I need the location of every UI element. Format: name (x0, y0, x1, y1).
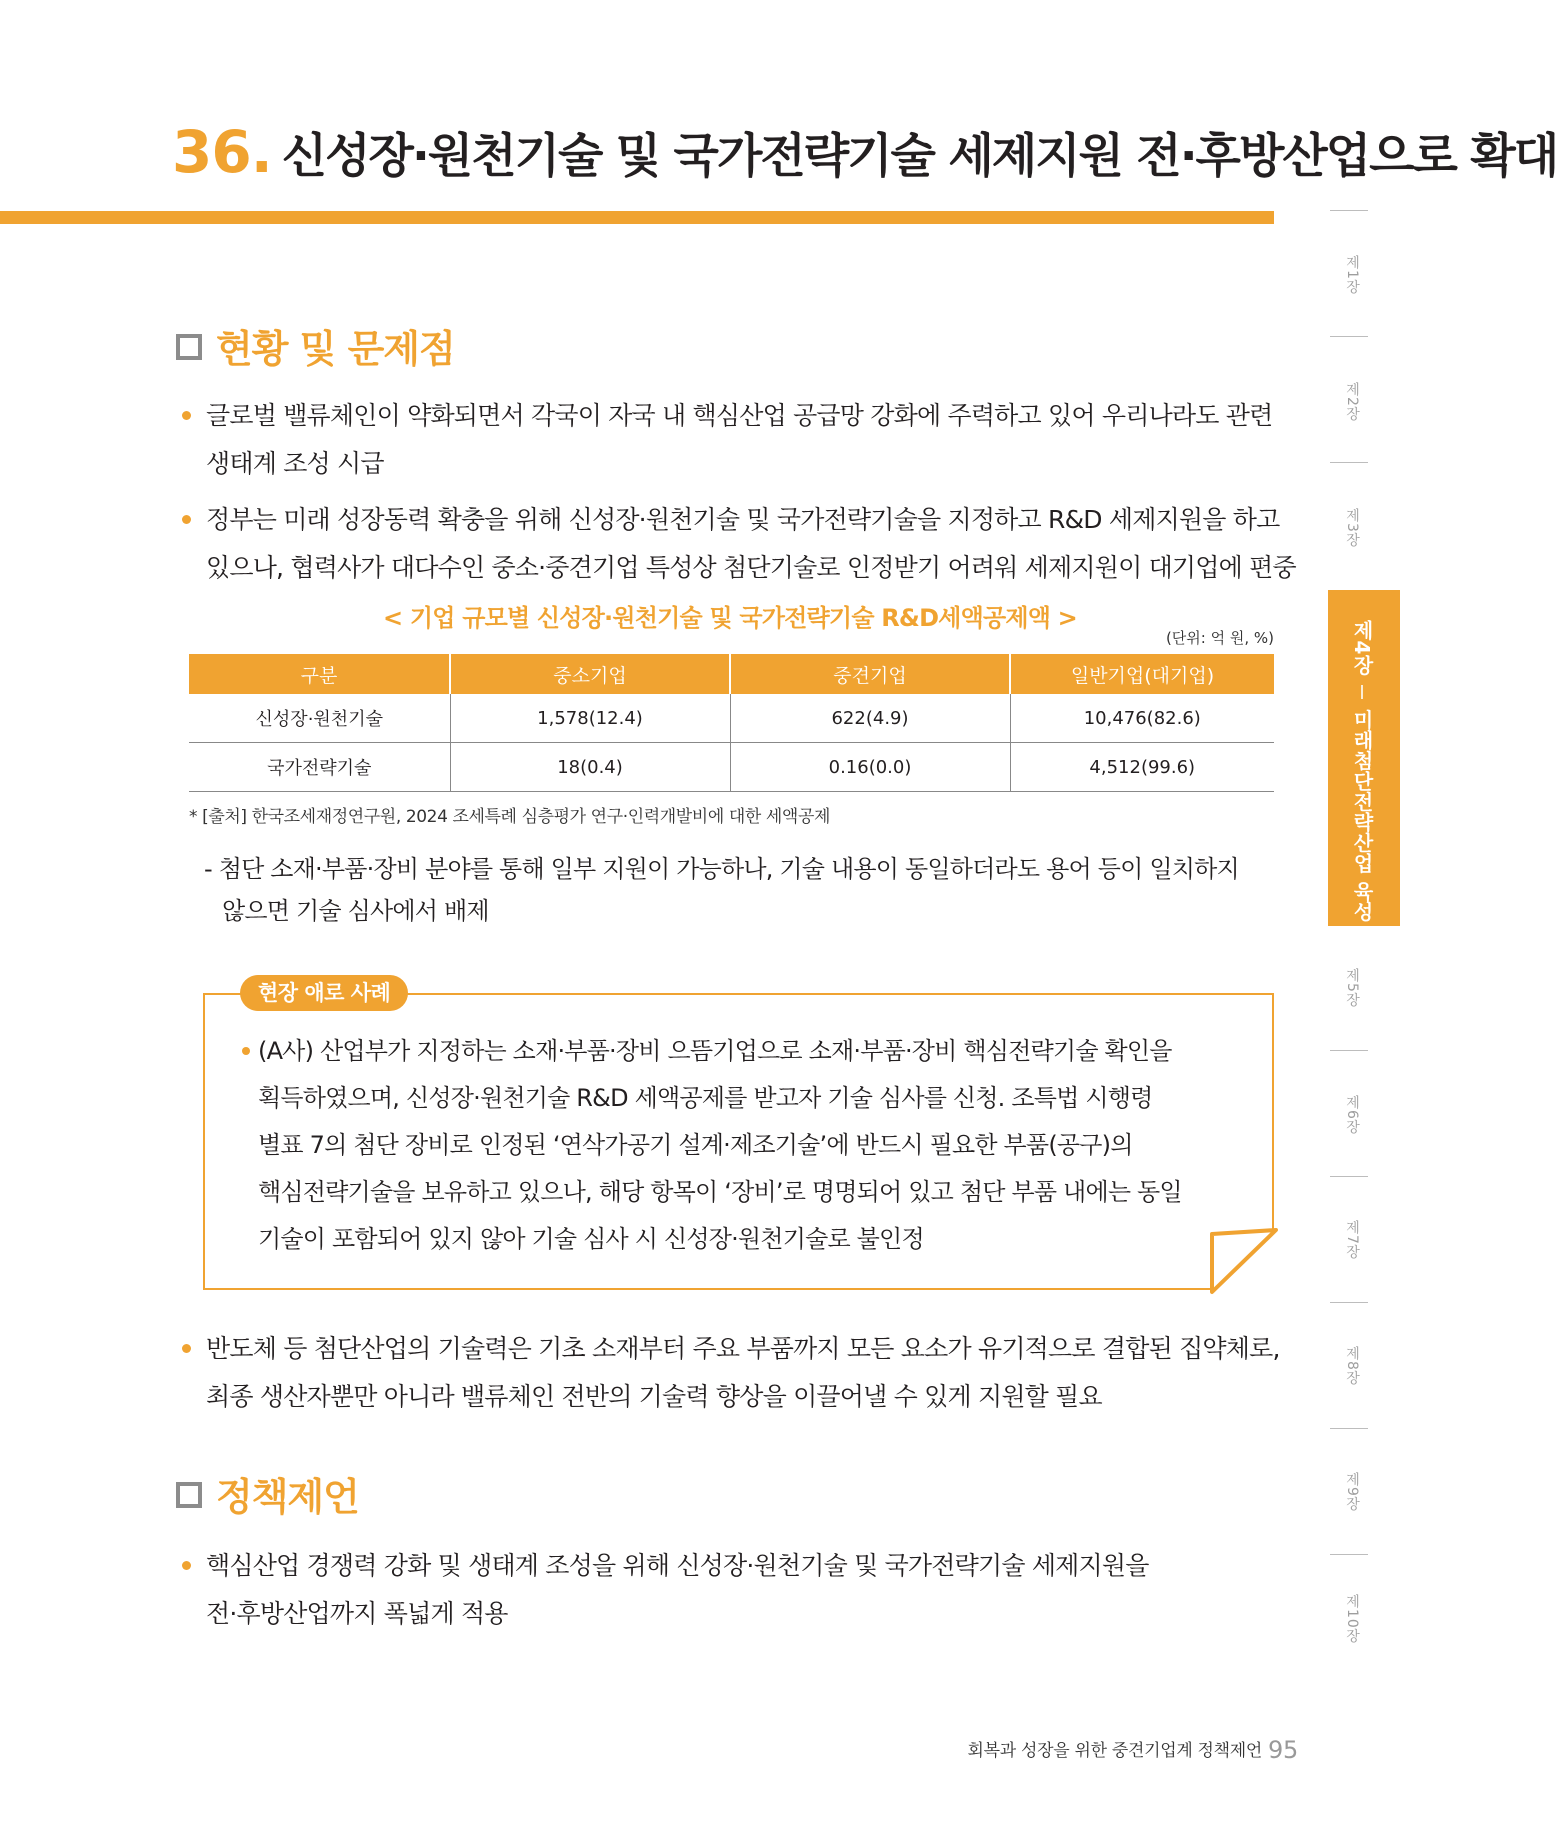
page-curl-icon (1208, 1228, 1276, 1292)
table-cell: 신성장·원천기술 (189, 694, 450, 743)
side-tab-chapter-8[interactable]: 제8장 (1344, 1346, 1360, 1386)
bullet-line: 전·후방산업까지 폭넓게 적용 (206, 1599, 508, 1628)
tax-credit-table (189, 654, 1274, 792)
table-row (189, 694, 1274, 743)
side-tab-divider (1330, 210, 1368, 211)
side-tab-chapter-9[interactable]: 제9장 (1344, 1472, 1360, 1512)
bullet-line: 정부는 미래 성장동력 확충을 위해 신성장·원천기술 및 국가전략기술을 지정하고 R&D 세제지원을 하고 (206, 505, 1280, 534)
table-cell: 4,512(99.6) (1010, 743, 1274, 792)
bullet-line: 생태계 조성 시급 (206, 449, 384, 478)
bullet-line: 있으나, 협력사가 대다수인 중소·중견기업 특성상 첨단기술로 인정받기 어려워 세제지원이 대기업에 편중 (206, 553, 1296, 582)
case-line: (A사) 산업부가 지정하는 소재·부품·장비 으뜸기업으로 소재·부품·장비 핵심전략기술 확인을 (258, 1037, 1172, 1065)
square-bullet-icon (176, 1482, 202, 1508)
table-cell: 10,476(82.6) (1010, 694, 1274, 743)
table-row (189, 743, 1274, 792)
title-underline (0, 211, 1274, 224)
side-tab-chapter-7[interactable]: 제7장 (1344, 1220, 1360, 1260)
case-text (258, 1028, 1182, 1263)
bullet-paragraph (206, 1542, 1149, 1638)
table-header-row (189, 654, 1274, 694)
case-line: 기술이 포함되어 있지 않아 기술 심사 시 신성장·원천기술로 불인정 (258, 1225, 924, 1253)
tab-separator (1361, 685, 1363, 699)
bullet-line: 핵심산업 경쟁력 강화 및 생태계 조성을 위해 신성장·원천기술 및 국가전략기술 세제지원을 (206, 1551, 1149, 1580)
table-header-cell: 일반기업(대기업) (1010, 654, 1274, 694)
table-cell: 622(4.9) (730, 694, 1010, 743)
page-number: 95 (1268, 1736, 1298, 1764)
bullet-line: 최종 생산자뿐만 아니라 밸류체인 전반의 기술력 향상을 이끌어낼 수 있게 지원할 필요 (206, 1382, 1102, 1411)
case-line: 획득하였으며, 신성장·원천기술 R&D 세액공제를 받고자 기술 심사를 신청. 조특법 시행령 (258, 1084, 1153, 1112)
sub-item-line: - 첨단 소재·부품·장비 분야를 통해 일부 지원이 가능하나, 기술 내용이 동일하더라도 용어 등이 일치하지 (204, 855, 1239, 883)
bullet-paragraph (206, 1325, 1280, 1421)
sub-item-line: 않으면 기술 심사에서 배제 (222, 897, 489, 925)
table-cell: 1,578(12.4) (450, 694, 730, 743)
bullet-paragraph (206, 496, 1296, 592)
side-tab-chapter-3[interactable]: 제3장 (1344, 508, 1360, 548)
table-cell: 0.16(0.0) (730, 743, 1010, 792)
side-tab-divider (1330, 1302, 1368, 1303)
case-tag: 현장 애로 사례 (240, 975, 408, 1011)
side-tab-active-label (1348, 620, 1377, 922)
page-title (172, 118, 1557, 186)
table-cell: 18(0.4) (450, 743, 730, 792)
active-chapter-number: 제4장 (1350, 620, 1374, 676)
side-tab-chapter-10[interactable]: 제10장 (1344, 1594, 1360, 1644)
bullet-dot-icon (242, 1047, 250, 1055)
case-line: 별표 7의 첨단 장비로 인정된 ‘연삭가공기 설계·제조기술’에 반드시 필요한 부품(공구)의 (258, 1131, 1133, 1159)
table-unit: (단위: 억 원, %) (1165, 629, 1274, 647)
bullet-dot-icon (182, 1344, 191, 1353)
section-heading-proposal (176, 1466, 359, 1521)
side-tab-chapter-2[interactable]: 제2장 (1344, 382, 1360, 422)
bullet-line: 반도체 등 첨단산업의 기술력은 기초 소재부터 주요 부품까지 모든 요소가 유기적으로 결합된 집약체로, (206, 1334, 1280, 1363)
side-tab-divider (1330, 336, 1368, 337)
bullet-dot-icon (182, 1561, 191, 1570)
side-tab-divider (1330, 1050, 1368, 1051)
table-cell: 국가전략기술 (189, 743, 450, 792)
side-tab-divider (1330, 462, 1368, 463)
table-title: < 기업 규모별 신성장·원천기술 및 국가전략기술 R&D세액공제액 > (383, 604, 1077, 632)
section-heading-text: 현황 및 문제점 (216, 327, 455, 371)
table-header-cell: 중견기업 (730, 654, 1010, 694)
case-line: 핵심전략기술을 보유하고 있으나, 해당 항목이 ‘장비’로 명명되어 있고 첨단 부품 내에는 동일 (258, 1178, 1182, 1206)
bullet-line: 글로벌 밸류체인이 약화되면서 각국이 자국 내 핵심산업 공급망 강화에 주력하고 있어 우리나라도 관련 (206, 401, 1273, 430)
page-footer (900, 1736, 1298, 1764)
side-tab-chapter-6[interactable]: 제6장 (1344, 1095, 1360, 1135)
title-number: 36. (172, 118, 272, 186)
active-chapter-title: 미래첨단전략산업 육성 (1350, 709, 1374, 922)
section-heading-text: 정책제언 (216, 1475, 359, 1519)
side-tab-divider (1330, 1554, 1368, 1555)
side-tab-chapter-1[interactable]: 제1장 (1344, 255, 1360, 295)
section-heading-status (176, 318, 455, 373)
bullet-dot-icon (182, 411, 191, 420)
title-text: 신성장·원천기술 및 국가전략기술 세제지원 전·후방산업으로 확대 (281, 129, 1557, 184)
sub-item (204, 848, 1239, 932)
square-bullet-icon (176, 334, 202, 360)
side-tab-chapter-5[interactable]: 제5장 (1344, 968, 1360, 1008)
table-source: * [출처] 한국조세재정연구원, 2024 조세특례 심층평가 연구·인력개발비에 대한 세액공제 (189, 807, 830, 827)
side-tab-divider (1330, 1428, 1368, 1429)
side-tab-divider (1330, 1176, 1368, 1177)
footer-text: 회복과 성장을 위한 중견기업계 정책제언 (967, 1741, 1263, 1761)
table-header-cell: 구분 (189, 654, 450, 694)
bullet-paragraph (206, 392, 1272, 488)
table-header-cell: 중소기업 (450, 654, 730, 694)
bullet-dot-icon (182, 515, 191, 524)
